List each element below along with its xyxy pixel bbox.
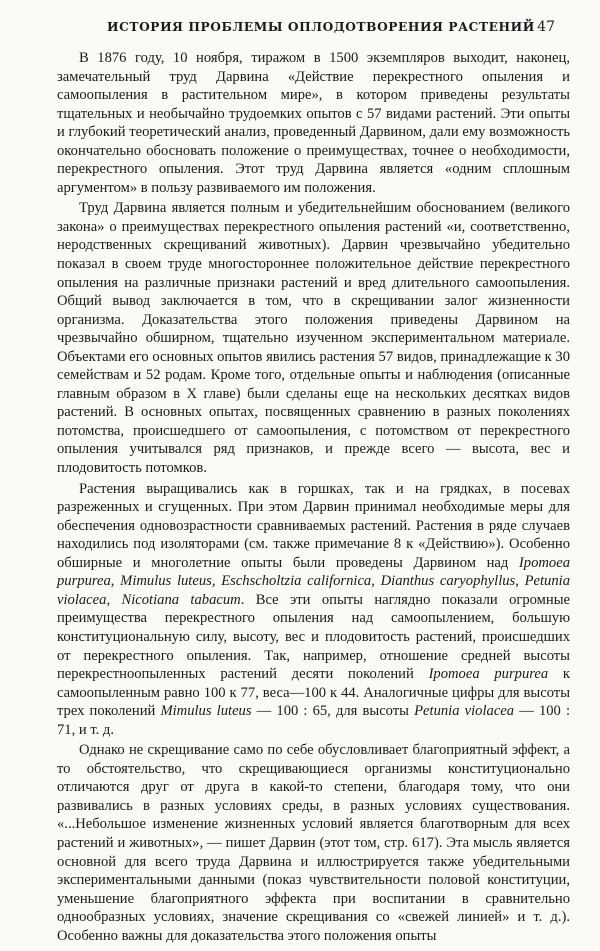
paragraph-3-text-a: Растения выращивались как в горшках, так и на грядках, в посевах разреженных и сгущенных. При этом Дарвин принимал необходимые меры для обеспечения одновозрастности сравниваемых растений. Растения в ряде случаев находились под изоляторами (см. также примечание 8 к «Действию»). Особенно обширные и многолетние опыты были проведены Дарвином над [57, 480, 570, 571]
species-name: Nicotiana tabacum [121, 591, 241, 608]
species-name: Ipomoea purpurea [428, 666, 549, 683]
page-number: 47 [537, 19, 555, 35]
paragraph-3-text-c: к самоопыленным равно 100 к 77, веса—100 к 44. Аналогичные цифры для высоты трех поколений [57, 666, 570, 720]
paragraph-4: Однако не скрещивание само по себе обусловливает благоприятный эффект, а то обстоятельство, что скрещивающиеся организмы конституционально отличаются друг от друга в какой-то степени, благодаря тому, что они развивались в разных условиях среды, в разных условиях существования. «...Небольшое изменение жизненных условий является благотворным для всех растений и животных», — пишет Дарвин (этот том, стр. 617). Эта мысль является основной для всего труда Дарвина и иллюстрируется также убедительными экспериментальными данными (показ чувствительности половой конституции, уменьшение благоприятного эффекта при воспитании в сравнительно однообразных условиях, значение скрещивания со «свежей линией» и т. д.). Особенно важны для доказательства этого положения опыты [57, 742, 570, 944]
paragraph-2: Труд Дарвина является полным и убедительнейшим обоснованием (великого закона» о преимуществах перекрестного опыления растений «и, соответственно, неродственных скрещиваний животных). Дарвин чрезвычайно убедительно показал в своем труде многостороннее положительное действие перекрестного опыления на различные признаки растений и вред длительного самоопыления. Общий вывод заключается в том, что в скрещивании залог жизненности организма. Доказательства этого положения приведены Дарвином на чрезвычайно обширном, тщательно изученном экспериментальном материале. Объектами его основных опытов явились растения 57 видов, принадлежащие к 30 семействам и 52 родам. Кроме того, отдельные опыты и наблюдения (описанные главным образом в X главе) были сделаны еще на нескольких десятках видов растений. В основных опытах, посвященных сравнению в разных поколениях потомства, происшедшего от самоопыления, с потомством от перекрестного опыления учитывался ряд признаков, и прежде всего — высота, вес и плодовитость потомков. [57, 200, 570, 477]
body-text [57, 49, 570, 945]
running-head [45, 20, 555, 42]
running-title: ИСТОРИЯ ПРОБЛЕМЫ ОПЛОДОТВОРЕНИЯ РАСТЕНИЙ [107, 20, 535, 34]
species-name: Petunia violacea [57, 573, 571, 608]
species-name: Ipomoea purpurea [57, 554, 570, 590]
paragraph-3: Растения выращивались как в горшках, так и на грядках, в посевах разреженных и сгущенных. При этом Дарвин принимал необходимые меры для обеспечения одновозрастности сравниваемых растений. Растения в ряде случаев находились под изоляторами (см. также примечание 8 к «Действию»). Особенно обширные и многолетние опыты были проведены Дарвином над Ipomoea purpurea, Mimulus luteus, Eschscholtzia californica, Dianthus caryophyllus, Petunia violacea, Nicotiana tabacum. Все эти опыты наглядно показали огромные преимущества перекрестного опыления над самоопылением, большую конституциональную силу, высоту, вес и плодовитость растений, происшедших от перекрестного опыления. Так, например, отношение средней высоты перекрестноопыленных растений десяти поколений Ipomoea purpurea к самоопыленным равно 100 к 77, веса—100 к 44. Аналогичные цифры для высоты трех поколений Mimulus luteus — 100 : 65, для высоты Petunia violacea — 100 : 71, и т. д. [57, 480, 571, 738]
species-name: Petunia violacea [414, 703, 515, 720]
paragraph-3-text-d: — 100 : 65, для высоты [256, 703, 409, 720]
paragraph-1: В 1876 году, 10 ноября, тиражом в 1500 экземпляров выходит, наконец, замечательный труд Дарвина «Действие перекрестного опыления и самоопыления в растительном мире», в котором приведены результаты тщательных и необычайно трудоемких опытов с 57 видами растений. Эти опыты и глубокий теоретический анализ, проведенный Дарвином, дали ему возможность окончательно обосновать положение о преимуществах, точнее о необходимости, перекрестного опыления. Этот труд Дарвина является «одним сплошным аргументом» в пользу развиваемого им положения. [57, 50, 570, 196]
species-name: Eschscholtzia californica [221, 573, 372, 590]
paragraph-3-text-b: . Все эти опыты наглядно показали огромные преимущества перекрестного опыления над самоопылением, большую конституциональную силу, высоту, вес и плодовитость растений, происшедших от перекрестного опыления. Так, например, отношение средней высоты перекрестноопыленных растений десяти поколений [57, 591, 570, 683]
paragraph-3-text-e: — 100 : 71, и т. д. [57, 703, 571, 738]
species-name: Mimulus luteus [120, 573, 212, 590]
species-name: Dianthus caryophyllus [380, 573, 516, 590]
species-name: Mimulus luteus [160, 703, 252, 720]
